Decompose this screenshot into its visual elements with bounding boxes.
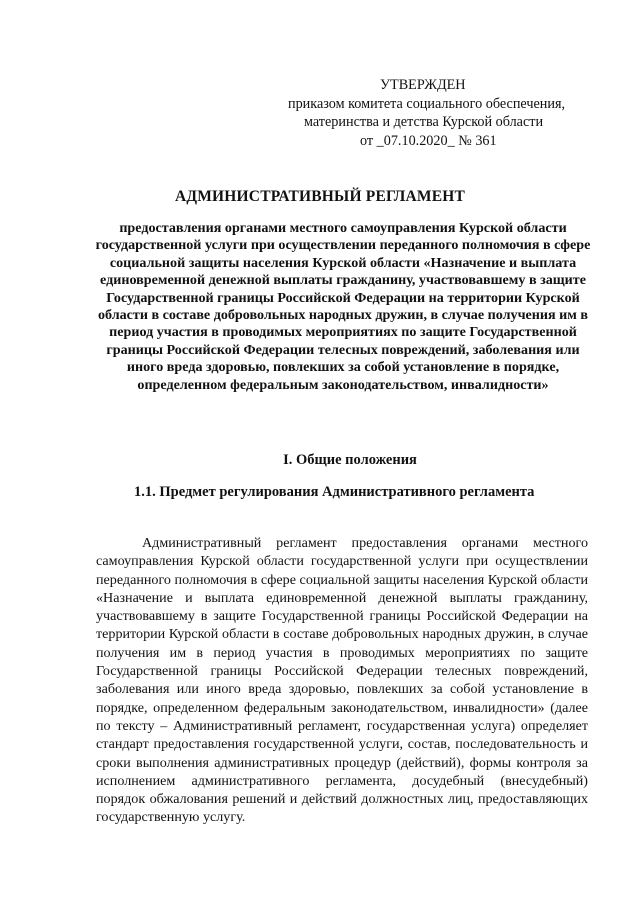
approval-order-line: приказом комитета социального обеспечения, <box>288 95 566 112</box>
subsection-title: 1.1. Предмет регулирования Административного регламента <box>134 484 535 500</box>
approval-stamp-block <box>280 76 600 150</box>
approval-date-number: от _07.10.2020_ № 361 <box>360 132 497 149</box>
section-title: I. Общие положения <box>283 452 417 468</box>
body-paragraph: Административный регламент предоставления органами местного самоуправления Курской области государственной услуги при осуществлении переданного полномочия в сфере социальной защиты населения Курской области «Назначение и выплата единовременной денежной выплаты гражданину, участвовавшему в защите Государственной границы Российской Федерации на территории Курской области в составе добровольных народных дружин, в случае получения им в период участия в проводимых мероприятиях по защите Государственной границы Российской Федерации телесных повреждений, заболевания или иного вреда здоровью, повлекших за собой установление в порядке, определенном федеральным законодательством, инвалидности» (далее по тексту – Административный регламент, государственная услуга) определяет стандарт предоставления государственной услуги, состав, последовательность и сроки выполнения административных процедур (действий), формы контроля за исполнением административного регламента, досудебный (внесудебный) порядок обжалования решений и действий должностных лиц, предоставляющих государственную услугу. <box>96 535 588 826</box>
approval-heading: УТВЕРЖДЕН <box>380 77 466 93</box>
document-title: АДМИНИСТРАТИВНЫЙ РЕГЛАМЕНТ <box>174 188 466 205</box>
approval-committee-line: материнства и детства Курской области <box>304 114 544 130</box>
document-subject: предоставления органами местного самоуправления Курской области государственной услуги при осуществлении переданного полномочия в сфере социальной защиты населения Курской области «Назначение и выплата единовременной денежной выплаты гражданину, участвовавшему в защите Государственной границы Российской Федерации на территории Курской области в составе добровольных народных дружин, в случае получения им в период участия в проводимых мероприятиях по защите Государственной границы Российской Федерации телесных повреждений, заболевания или иного вреда здоровью, повлекших за собой установление в порядке, определенном федеральным законодательством, инвалидности» <box>95 220 591 393</box>
